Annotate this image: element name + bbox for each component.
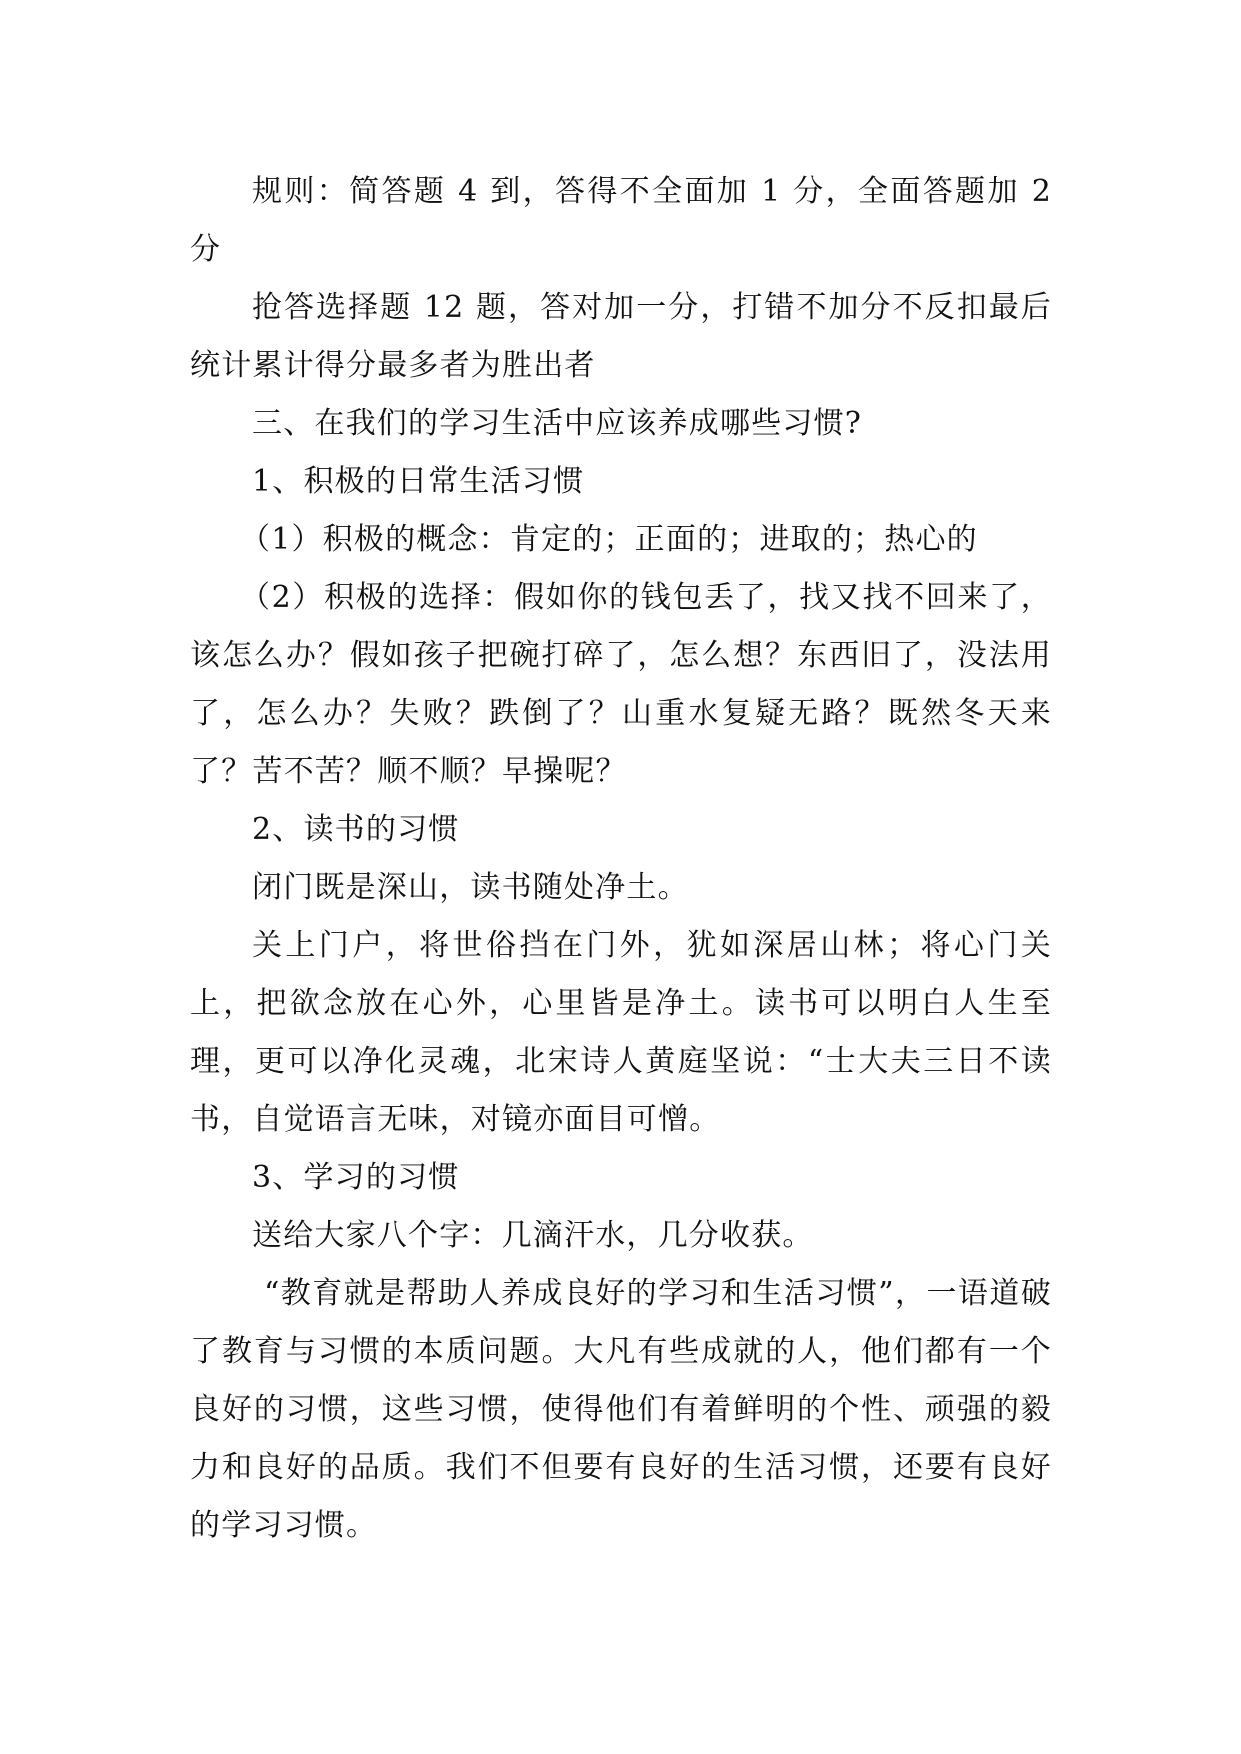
paragraph-reading-quote: 闭门既是深山，读书随处净土。 [252,870,689,905]
paragraph-learning-motto: 送给大家八个字：几滴汗水，几分收获。 [252,1218,814,1253]
subheading-reading-habits: 2、读书的习惯 [252,812,460,847]
paragraph-positive-choice: （2）积极的选择：假如你的钱包丢了，找又找不回来了，该怎么办？假如孩子把碗打碎了，怎么想？东西旧了，没法用了，怎么办？失败？跌倒了？山重水复疑无路？既然冬天来了？苦不苦？顺不顺？早操呢？ [190,580,1052,789]
paragraph-positive-concept: （1）积极的概念：肯定的；正面的；进取的；热心的 [240,522,978,557]
subheading-learning-habits: 3、学习的习惯 [252,1160,460,1195]
paragraph-education-habits: “教育就是帮助人养成良好的学习和生活习惯”，一语道破了教育与习惯的本质问题。大凡有些成就的人，他们都有一个良好的习惯，这些习惯，使得他们有着鲜明的个性、顽强的毅力和良好的品质。我们不但要有良好的生活习惯，还要有良好的学习习惯。 [190,1276,1052,1543]
subheading-positive-habits: 1、积极的日常生活习惯 [252,464,585,499]
paragraph-reading-explanation: 关上门户，将世俗挡在门外，犹如深居山林；将心门关上，把欲念放在心外，心里皆是净土。读书可以明白人生至理，更可以净化灵魂，北宋诗人黄庭坚说：“士大夫三日不读书，自觉语言无味，对镜亦面目可憎。 [190,928,1052,1137]
document-body [190,163,1052,1555]
paragraph-rules-short-answer: 规则：简答题 4 到，答得不全面加 1 分，全面答题加 2 分 [190,174,1052,267]
paragraph-rules-quick-answer: 抢答选择题 12 题，答对加一分，打错不加分不反扣最后统计累计得分最多者为胜出者 [190,290,1052,383]
section-heading-habits: 三、在我们的学习生活中应该养成哪些习惯? [252,406,863,441]
